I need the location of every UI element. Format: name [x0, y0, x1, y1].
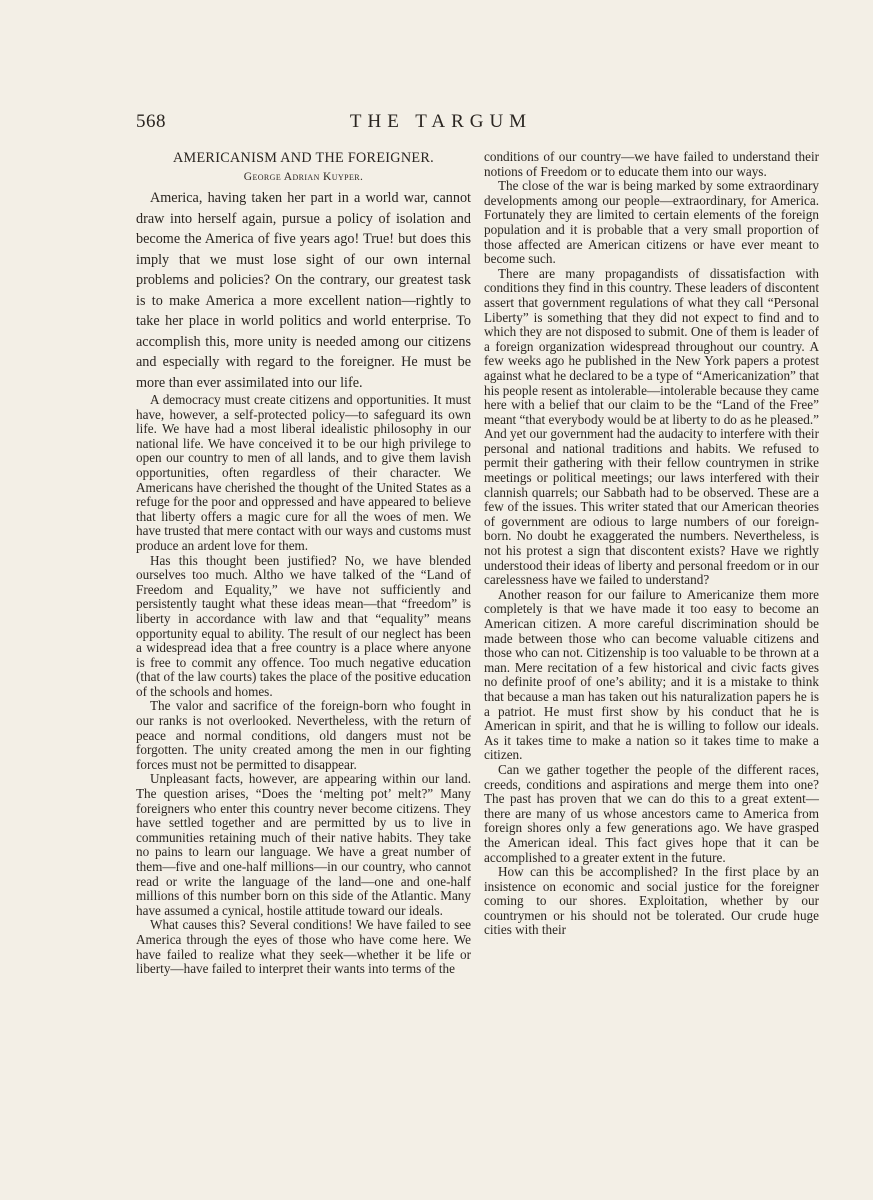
paragraph: Unpleasant facts, however, are appearing within our land. The question arises, “Does the ‘melting pot’ melt?” Many foreigners who enter this country never become citizens. They have settled together and are permitted by us to live in communities retaining much of their native habits. They take no pains to learn our language. We have a great number of them—five and one-half millions—in our country, who cannot read or write the language of the land—one and one-half millions of this number born on this side of the Atlantic. Many have assumed a cynical, hostile attitude toward our ideals. [136, 771, 471, 918]
article-title: AMERICANISM AND THE FOREIGNER. [173, 150, 434, 166]
paragraph: How can this be accomplished? In the first place by an insistence on economic and social justice for the foreigner coming to our shores. Exploitation, whether by our countrymen or his should not be tolerated. Our crude huge cities with their [484, 864, 819, 938]
article-byline: George Adrian Kuyper. [243, 171, 364, 183]
paragraph: Another reason for our failure to Americanize them more completely is that we have made it too easy to become an American citizen. A more careful discrimination should be made between those who can become valuable citizens and those who can not. Citizenship is too valuable to be thrown at a man. Mere recitation of a few historical and civic facts gives no definite proof of one’s ability; and it is a mistake to think that because a man has taken out his naturalization papers he is a patriot. He must first show by his conduct that he is American in spirit, and that he is willing to follow our ideals. As it takes time to make a nation so it takes time to make a citizen. [484, 586, 819, 763]
paragraph: Has this thought been justified? No, we have blended ourselves too much. Altho we have talked of the “Land of Freedom and Equality,” we have not sufficiently and persistently taught what these ideas mean—that “freedom” is liberty in accordance with law and that “equality” means opportunity equal to ability. The result of our neglect has been a widespread idea that a free country is a place where anyone is free to commit any offence. Too much negative education (that of the law courts) takes the place of the positive education of the schools and homes. [136, 552, 471, 699]
running-title: THE TARGUM [349, 111, 533, 132]
paragraph: The close of the war is being marked by some extraordinary developments among our people—extraordinary, for America. Fortunately they are limited to certain elements of the foreign population and it is probable that a very small proportion of those affected are American citizens or have ever meant to become such. [484, 178, 819, 267]
paragraph: conditions of our country—we have failed to understand their notions of Freedom or to educate them into our ways. [484, 149, 819, 179]
paragraph: Can we gather together the people of the different races, creeds, conditions and aspirations and merge them into one? The past has proven that we can do this to a great extent—there are many of us whose ancestors came to America from foreign shores only a few generations ago. We have grasped the American ideal. This fact gives hope that it can be accomplished to a greater extent in the future. [484, 761, 819, 865]
paragraph: What causes this? Several conditions! We have failed to see America through the eyes of those who have come here. We have failed to realize what they seek—whether it be life or liberty—have failed to interpret their wants into terms of the [136, 917, 471, 977]
page-number: 568 [136, 111, 166, 132]
paragraph: The valor and sacrifice of the foreign-born who fought in our ranks is not overlooked. Nevertheless, with the return of peace and normal conditions, old dangers must not be forgotten. The unity created among the men in our fighting forces must not be permitted to disappear. [136, 698, 471, 772]
page-header [0, 111, 873, 137]
paragraph: A democracy must create citizens and opportunities. It must have, however, a self-protected policy—to safeguard its own life. We have had a most liberal idealistic philosophy in our national life. We have conceived it to be our high privilege to open our country to men of all lands, and to give them lavish opportunities, often regardless of their character. We Americans have cherished the thought of the United States as a refuge for the poor and oppressed and have appeared to believe that liberty offers a magic cure for all the woes of men. We have trusted that mere contact with our ways and customs must produce an ardent love for them. [136, 392, 471, 553]
left-column [136, 150, 471, 977]
right-column [484, 150, 819, 938]
paragraph: America, having taken her part in a world war, cannot draw into herself again, pursue a policy of isolation and become the America of five years ago! True! but does this imply that we must lose sight of our own internal problems and policies? On the contrary, our greatest task is to make America a more excellent nation—rightly to take her place in world politics and world enterprise. To accomplish this, more unity is needed among our citizens and especially with regard to the foreigner. He must be more than ever assimilated into our life. [136, 190, 471, 391]
paragraph: There are many propagandists of dissatisfaction with conditions they find in this country. These leaders of discontent assert that government regulations of what they call “Personal Liberty” is something that they did not expect to find and to which they are not disposed to submit. One of them is leader of a foreign organization widespread throughout our country. A few weeks ago he published in the New York papers a protest against what he declared to be a type of “Americanization” that his people resent as intolerable—intolerable because they came here with a belief that our claim to be the “Land of the Free” meant “that everybody would be at liberty to do as he pleased.” And yet our government had the audacity to interfere with their personal and national traditions and habits. We refused to permit their gathering with their fellow countrymen in strike meetings or political meetings; our laws interfered with their clannish quarrels; our Sabbath had to be observed. These are a few of the issues. This writer stated that our American theories of government are odious to large numbers of our foreign-born. No doubt he exaggerated the numbers. Nevertheless, is not his protest a sign that discontent exists? Have we rightly understood their ideas of liberty and personal freedom or in our carelessness have we failed to understand? [484, 265, 819, 588]
